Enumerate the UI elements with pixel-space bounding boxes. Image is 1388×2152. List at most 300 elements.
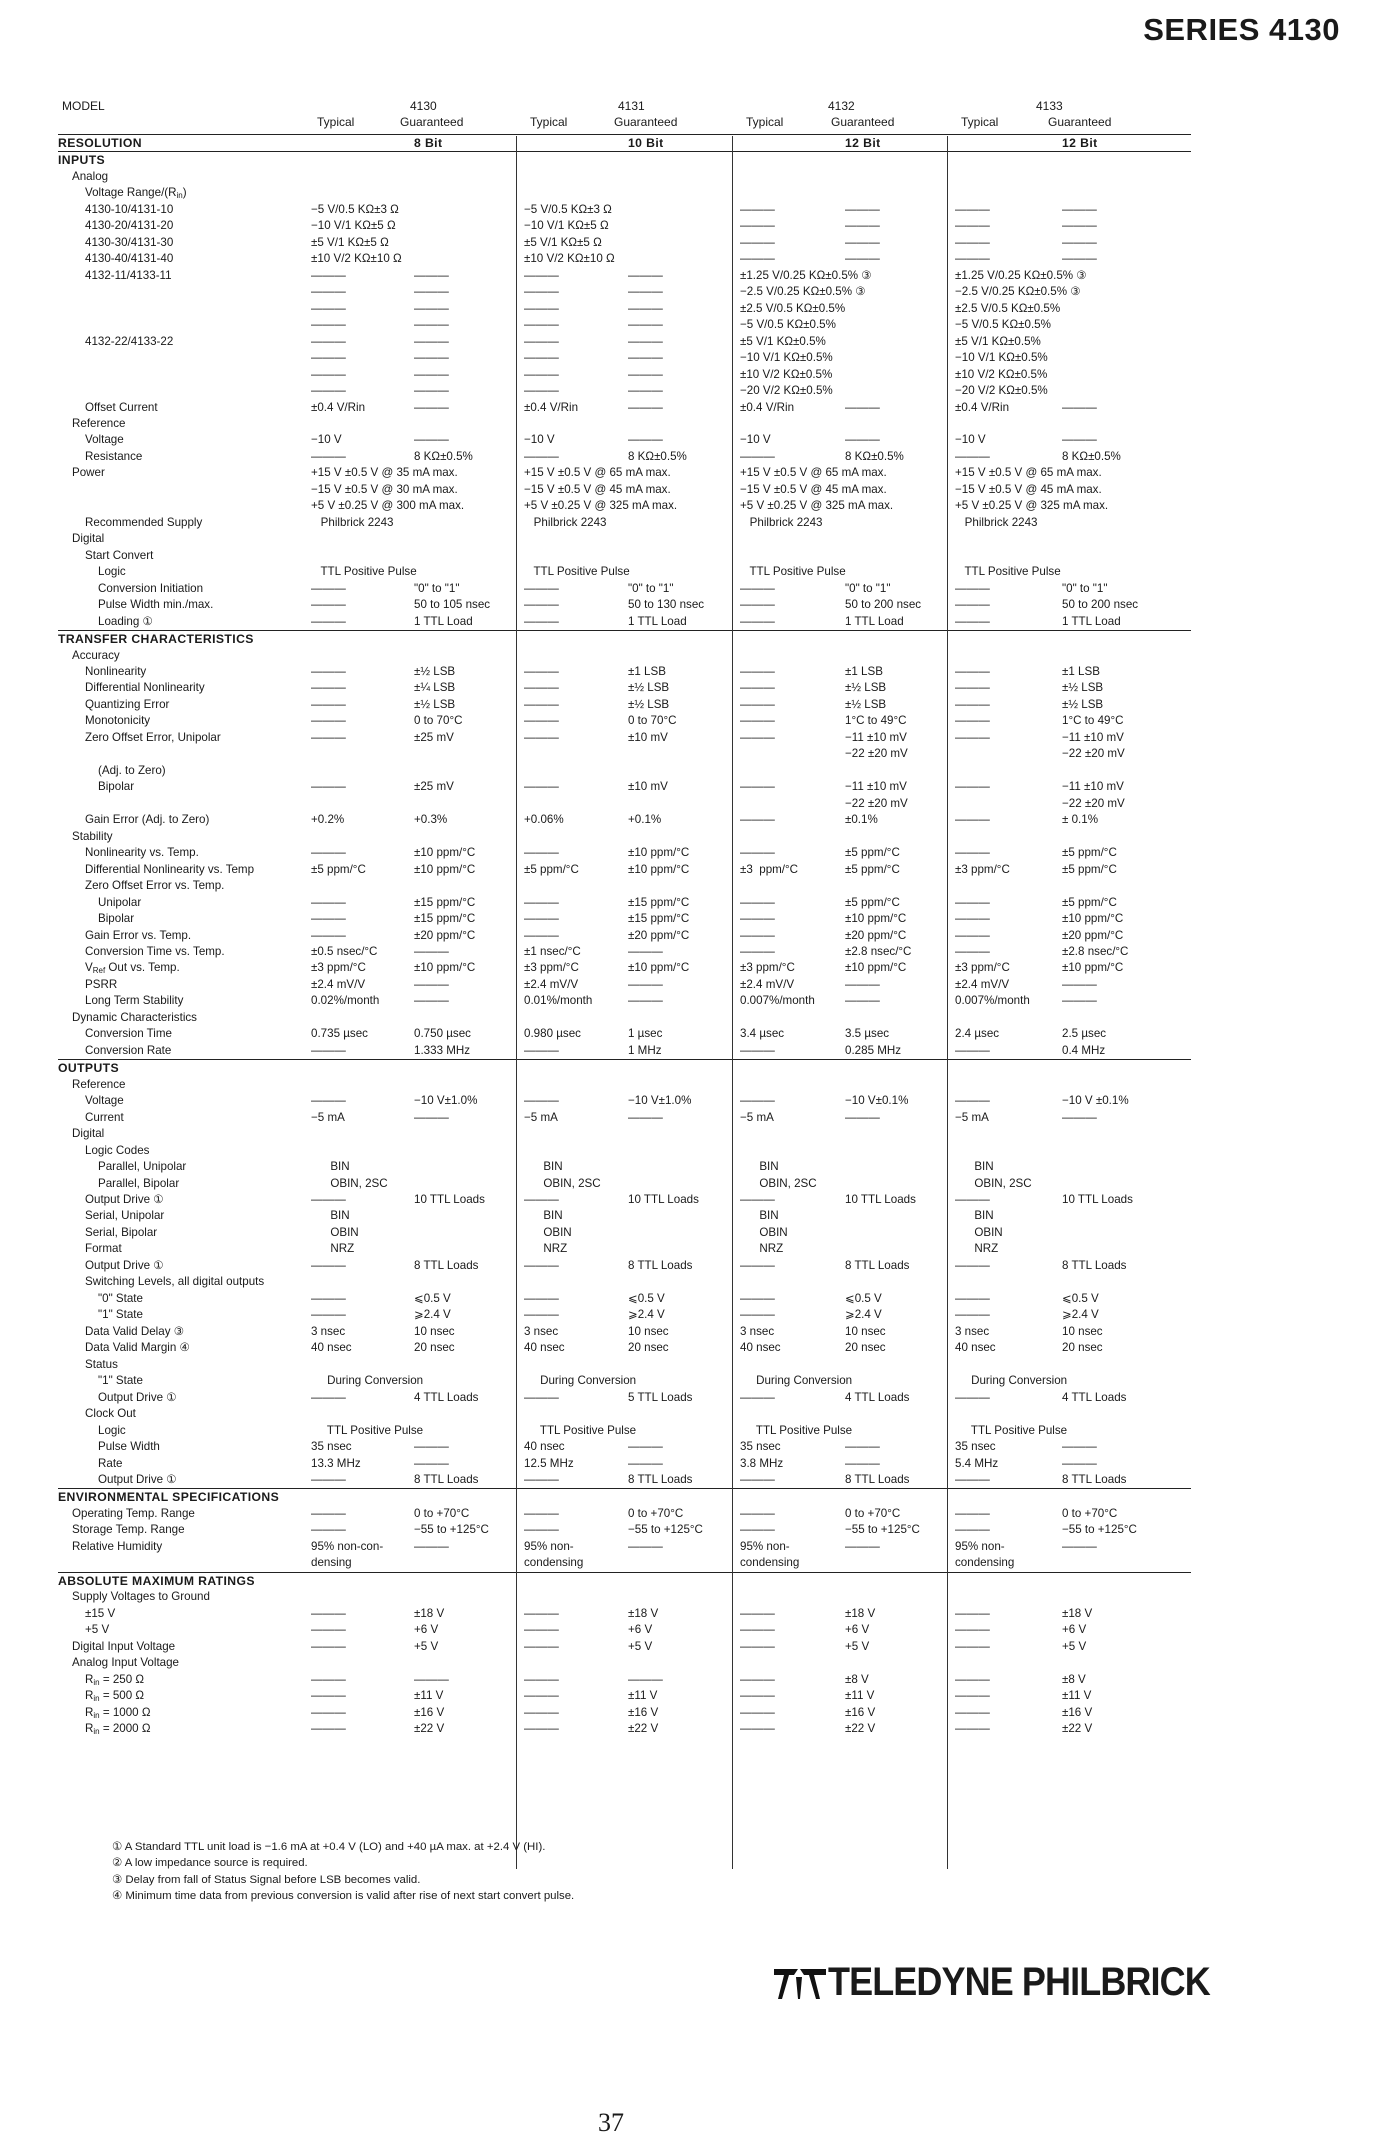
- table-cell: 0 to +70°C: [628, 1506, 684, 1520]
- table-cell: ———: [311, 1308, 346, 1322]
- table-row: [58, 1258, 1191, 1274]
- table-row: [58, 1010, 1191, 1026]
- table-header: [58, 98, 1191, 135]
- table-cell: ———: [955, 1258, 990, 1272]
- table-cell: ———: [845, 400, 880, 414]
- table-cell: ±0.1%: [845, 813, 878, 827]
- table-cell: ———: [414, 977, 449, 991]
- table-cell: BIN: [955, 1160, 994, 1174]
- table-row: [58, 1539, 1191, 1555]
- table-cell: ⩽0.5 V: [845, 1291, 882, 1305]
- table-cell: 8 KΩ±0.5%: [414, 449, 473, 463]
- table-cell: ———: [311, 1672, 346, 1686]
- table-cell: ±2.5 V/0.5 KΩ±0.5%: [955, 301, 1061, 315]
- table-cell: ———: [845, 977, 880, 991]
- table-cell: condensing: [740, 1556, 800, 1570]
- table-cell: +15 V ±0.5 V @ 65 mA max.: [740, 466, 887, 480]
- table-row: [58, 383, 1191, 399]
- table-row: [58, 202, 1191, 218]
- table-cell: ———: [311, 714, 346, 728]
- table-cell: 1 µsec: [628, 1027, 663, 1041]
- table-cell: ———: [414, 1456, 449, 1470]
- table-row: [58, 1043, 1191, 1059]
- table-cell: 8 KΩ±0.5%: [845, 449, 904, 463]
- row-label: Conversion Time: [85, 1027, 172, 1041]
- typical-header: Typical: [530, 115, 568, 129]
- table-cell: ———: [955, 1523, 990, 1537]
- table-cell: 0.735 µsec: [311, 1027, 368, 1041]
- table-row: [58, 1110, 1191, 1126]
- row-label: 4132-22/4133-22: [85, 334, 174, 348]
- table-row: [58, 531, 1191, 547]
- table-cell: ———: [311, 318, 346, 332]
- table-cell: ———: [1062, 1440, 1097, 1454]
- table-cell: 95% non-: [955, 1539, 1005, 1553]
- table-cell: 0.285 MHz: [845, 1043, 902, 1057]
- table-cell: 95% non-con-: [311, 1539, 384, 1553]
- table-cell: ———: [740, 1291, 775, 1305]
- table-cell: −10 V ±0.1%: [1062, 1094, 1129, 1108]
- row-label: Parallel, Unipolar: [98, 1160, 187, 1174]
- table-cell: NRZ: [955, 1242, 999, 1256]
- table-cell: +0.1%: [628, 813, 662, 827]
- row-label: Status: [85, 1357, 118, 1371]
- table-cell: ———: [955, 944, 990, 958]
- table-cell: ±3 ppm/°C: [955, 862, 1010, 876]
- footnote-1: ① A Standard TTL unit load is −1.6 mA at +0.4 V (LO) and +40 µA max. at +2.4 V (HI).: [112, 1841, 546, 1853]
- table-cell: ⩽0.5 V: [414, 1291, 451, 1305]
- table-cell: ———: [955, 780, 990, 794]
- table-cell: ———: [311, 895, 346, 909]
- table-cell: ±10 V/2 KΩ±0.5%: [740, 367, 833, 381]
- table-cell: ———: [311, 1606, 346, 1620]
- table-cell: ———: [311, 1193, 346, 1206]
- table-row: [58, 796, 1191, 812]
- row-label: Logic: [98, 565, 126, 579]
- table-cell: ———: [524, 1308, 559, 1322]
- table-cell: 10 nsec: [1062, 1324, 1103, 1338]
- table-cell: ———: [740, 944, 775, 958]
- table-cell: ±16 V: [845, 1705, 876, 1719]
- table-cell: ———: [955, 928, 990, 942]
- table-row: [58, 1143, 1191, 1159]
- table-cell: 20 nsec: [1062, 1341, 1103, 1355]
- table-cell: 10 nsec: [414, 1324, 455, 1338]
- table-cell: Philbrick 2243: [524, 515, 607, 529]
- table-cell: ———: [740, 1523, 775, 1537]
- table-cell: ———: [1062, 400, 1097, 414]
- table-cell: BIN: [740, 1209, 779, 1223]
- table-cell: 35 nsec: [740, 1440, 781, 1454]
- table-cell: ±10 ppm/°C: [414, 862, 476, 876]
- table-cell: −2.5 V/0.25 KΩ±0.5% ③: [740, 285, 866, 299]
- table-cell: ±5 ppm/°C: [1062, 846, 1117, 860]
- table-cell: ±25 mV: [414, 730, 454, 744]
- table-cell: ———: [740, 235, 775, 249]
- table-cell: +6 V: [414, 1623, 439, 1637]
- row-label: Storage Temp. Range: [72, 1523, 185, 1537]
- table-cell: 8 TTL Loads: [414, 1472, 479, 1486]
- table-cell: −10 V/1 KΩ±0.5%: [955, 351, 1048, 365]
- teledyne-logo-icon: [772, 1963, 828, 2003]
- table-row: [58, 1026, 1191, 1042]
- table-cell: ———: [311, 285, 346, 299]
- table-row: [58, 697, 1191, 713]
- table-cell: −11 ±10 mV: [1062, 730, 1124, 744]
- table-cell: ±8 V: [1062, 1672, 1086, 1686]
- table-cell: −5 V/0.5 KΩ±0.5%: [740, 318, 836, 332]
- table-cell: +5 V: [628, 1639, 653, 1653]
- table-cell: ———: [628, 285, 663, 299]
- table-row: [58, 1589, 1191, 1605]
- table-cell: ±2.8 nsec/°C: [845, 944, 912, 958]
- table-cell: ±5 ppm/°C: [1062, 862, 1117, 876]
- table-cell: ±½ LSB: [1062, 697, 1104, 711]
- table-cell: 10 TTL Loads: [1062, 1193, 1133, 1206]
- table-row: [58, 1423, 1191, 1439]
- table-row: [58, 515, 1191, 531]
- row-label: Zero Offset Error vs. Temp.: [85, 879, 225, 893]
- table-cell: ———: [524, 367, 559, 381]
- table-cell: ———: [524, 614, 559, 628]
- table-cell: 12 Bit: [1062, 136, 1098, 150]
- table-cell: ±25 mV: [414, 780, 454, 794]
- table-cell: ———: [955, 581, 990, 595]
- table-cell: ———: [311, 301, 346, 315]
- table-cell: TTL Positive Pulse: [955, 1423, 1068, 1437]
- table-row: [58, 498, 1191, 514]
- table-cell: ———: [524, 334, 559, 348]
- table-cell: ———: [740, 697, 775, 711]
- table-cell: 0.01%/month: [524, 994, 593, 1008]
- table-cell: ———: [524, 581, 559, 595]
- row-label: Offset Current: [85, 400, 158, 414]
- table-cell: ±5 V/1 KΩ±5 Ω: [524, 235, 602, 249]
- table-cell: −11 ±10 mV: [845, 730, 907, 744]
- table-cell: ±11 V: [628, 1689, 658, 1703]
- table-row: [58, 680, 1191, 696]
- table-cell: ———: [740, 1623, 775, 1637]
- table-cell: ———: [740, 1672, 775, 1686]
- table-cell: ±3 ppm/°C: [740, 961, 795, 975]
- table-row: [58, 218, 1191, 234]
- table-cell: ±2.4 mV/V: [955, 977, 1010, 991]
- table-cell: ———: [1062, 1456, 1097, 1470]
- table-row: [58, 614, 1191, 630]
- table-cell: ±0.4 V/Rin: [740, 400, 795, 414]
- table-cell: 10 nsec: [845, 1324, 886, 1338]
- table-cell: ±22 V: [414, 1722, 445, 1735]
- table-cell: 5.4 MHz: [955, 1456, 999, 1470]
- table-cell: ———: [1062, 252, 1097, 266]
- table-row: [58, 235, 1191, 251]
- table-cell: ———: [740, 895, 775, 909]
- table-cell: 40 nsec: [524, 1341, 565, 1355]
- table-cell: ———: [311, 912, 346, 926]
- table-cell: −55 to +125°C: [628, 1523, 703, 1537]
- table-cell: ±3 ppm/°C: [740, 862, 799, 876]
- table-row: [58, 713, 1191, 729]
- row-label: Rate: [98, 1456, 123, 1470]
- table-row: [58, 878, 1191, 894]
- row-label: Long Term Stability: [85, 994, 184, 1008]
- table-cell: "0" to "1": [845, 581, 891, 595]
- table-cell: +0.06%: [524, 813, 564, 827]
- table-cell: ———: [524, 681, 559, 695]
- table-row: [58, 597, 1191, 613]
- table-cell: 1 MHz: [628, 1043, 662, 1057]
- table-cell: +5 V: [845, 1639, 870, 1653]
- table-cell: ± 0.1%: [1062, 813, 1099, 827]
- table-cell: ———: [628, 1672, 663, 1686]
- table-cell: ———: [524, 384, 559, 398]
- table-cell: 8 KΩ±0.5%: [1062, 449, 1121, 463]
- table-cell: BIN: [311, 1209, 350, 1223]
- table-cell: ———: [1062, 235, 1097, 249]
- table-cell: ———: [740, 780, 775, 794]
- table-row: [58, 911, 1191, 927]
- table-row: [58, 730, 1191, 746]
- table-cell: ———: [524, 1523, 559, 1537]
- table-row: [58, 1225, 1191, 1241]
- table-cell: ———: [955, 235, 990, 249]
- table-row: [58, 301, 1191, 317]
- row-label: Voltage Range/$(R_{in})$: [85, 186, 187, 201]
- table-row: [58, 268, 1191, 284]
- table-cell: 10 TTL Loads: [628, 1193, 699, 1206]
- table-cell: ±16 V: [1062, 1705, 1093, 1719]
- table-cell: 4 TTL Loads: [414, 1390, 479, 1404]
- table-cell: ———: [414, 400, 449, 414]
- table-cell: ———: [740, 730, 775, 744]
- table-row: [58, 1176, 1191, 1192]
- table-cell: NRZ: [311, 1242, 355, 1256]
- table-cell: ———: [1062, 1110, 1097, 1124]
- table-cell: 12 Bit: [845, 136, 881, 150]
- row-label: Logic Codes: [85, 1143, 150, 1157]
- model-4130: 4130: [410, 99, 437, 113]
- table-body: [58, 135, 1191, 1737]
- table-cell: ———: [414, 285, 449, 299]
- table-cell: ±10 V/2 KΩ±0.5%: [955, 367, 1048, 381]
- table-cell: ———: [414, 384, 449, 398]
- table-cell: ———: [740, 813, 775, 827]
- table-cell: ———: [311, 697, 346, 711]
- table-cell: ±½ LSB: [628, 697, 670, 711]
- table-cell: ———: [740, 1705, 775, 1719]
- table-cell: ±10 ppm/°C: [414, 961, 476, 975]
- row-label: "0" State: [98, 1291, 143, 1305]
- table-cell: ———: [524, 301, 559, 315]
- row-label: TRANSFER CHARACTERISTICS: [58, 632, 254, 647]
- table-cell: −5 V/0.5 KΩ±3 Ω: [524, 202, 612, 216]
- table-cell: ±1 LSB: [845, 665, 883, 678]
- table-cell: ———: [740, 1308, 775, 1322]
- table-row: [58, 400, 1191, 416]
- table-cell: −5 V/0.5 KΩ±3 Ω: [311, 202, 399, 216]
- table-row: [58, 664, 1191, 680]
- table-cell: 0 to +70°C: [845, 1506, 901, 1520]
- table-cell: ———: [1062, 202, 1097, 216]
- table-cell: +5 V: [414, 1639, 439, 1653]
- table-cell: ———: [845, 235, 880, 249]
- table-row: [58, 1126, 1191, 1142]
- table-cell: −15 V ±0.5 V @ 45 mA max.: [524, 482, 671, 496]
- row-label: Power: [72, 466, 105, 480]
- table-cell: 3.5 µsec: [845, 1027, 890, 1041]
- row-label: ABSOLUTE MAXIMUM RATINGS: [58, 1573, 255, 1588]
- table-cell: ±5 ppm/°C: [524, 862, 579, 876]
- table-cell: −5 mA: [524, 1110, 558, 1124]
- table-cell: 3 nsec: [740, 1324, 775, 1338]
- table-cell: ⩾2.4 V: [845, 1308, 882, 1322]
- table-row: [58, 1291, 1191, 1307]
- table-cell: 50 to 200 nsec: [845, 598, 922, 612]
- table-cell: During Conversion: [740, 1374, 853, 1388]
- row-label: Switching Levels, all digital outputs: [85, 1275, 265, 1289]
- table-cell: ±20 ppm/°C: [414, 928, 476, 942]
- table-cell: −55 to +125°C: [414, 1523, 489, 1537]
- row-label: Serial, Unipolar: [85, 1209, 165, 1223]
- row-label: (Adj. to Zero): [98, 763, 166, 777]
- table-row: [58, 465, 1191, 481]
- table-cell: BIN: [524, 1209, 563, 1223]
- row-label: Loading ①: [98, 614, 153, 628]
- row-label: Digital: [72, 1127, 105, 1141]
- table-cell: 10 TTL Loads: [845, 1193, 916, 1206]
- table-cell: ———: [955, 1094, 990, 1108]
- table-row: [58, 928, 1191, 944]
- table-row: [58, 1655, 1191, 1671]
- table-cell: ———: [628, 1110, 663, 1124]
- table-cell: ———: [955, 1722, 990, 1735]
- table-row: [58, 432, 1191, 448]
- table-cell: 13.3 MHz: [311, 1456, 361, 1470]
- series-title: SERIES 4130: [1143, 12, 1340, 47]
- table-cell: ———: [628, 977, 663, 991]
- table-cell: 0.980 µsec: [524, 1027, 581, 1041]
- table-cell: ———: [845, 1456, 880, 1470]
- table-cell: 20 nsec: [845, 1341, 886, 1355]
- table-cell: ———: [628, 318, 663, 332]
- table-row: [58, 960, 1191, 976]
- table-cell: +6 V: [1062, 1623, 1087, 1637]
- table-row: [58, 812, 1191, 828]
- table-cell: 1 TTL Load: [628, 614, 687, 628]
- table-cell: ±½ LSB: [845, 681, 887, 695]
- guaranteed-header: Guaranteed: [831, 115, 895, 129]
- table-row: [58, 779, 1191, 795]
- table-cell: ———: [311, 334, 346, 348]
- table-cell: ———: [524, 1472, 559, 1486]
- table-cell: ———: [955, 1390, 990, 1404]
- table-cell: ———: [311, 665, 346, 678]
- table-cell: OBIN: [955, 1225, 1003, 1239]
- table-cell: ±16 V: [414, 1705, 445, 1719]
- row-label: Nonlinearity vs. Temp.: [85, 846, 199, 860]
- table-cell: ———: [524, 912, 559, 926]
- table-cell: ———: [524, 1606, 559, 1620]
- table-cell: ———: [955, 1308, 990, 1322]
- table-cell: OBIN: [524, 1225, 572, 1239]
- table-cell: ———: [414, 1672, 449, 1686]
- table-cell: −55 to +125°C: [845, 1523, 920, 1537]
- row-label: Nonlinearity: [85, 665, 147, 678]
- table-cell: 3.8 MHz: [740, 1456, 784, 1470]
- table-cell: 10 nsec: [628, 1324, 669, 1338]
- table-cell: ±15 ppm/°C: [628, 912, 690, 926]
- table-cell: ±15 ppm/°C: [414, 895, 476, 909]
- table-row: [58, 1672, 1191, 1688]
- table-cell: 8 TTL Loads: [1062, 1258, 1127, 1272]
- table-cell: ———: [414, 433, 449, 447]
- table-cell: ———: [740, 928, 775, 942]
- table-cell: ———: [524, 1193, 559, 1206]
- table-cell: ±20 ppm/°C: [628, 928, 690, 942]
- table-cell: ±5 V/1 KΩ±0.5%: [740, 334, 826, 348]
- table-cell: ±½ LSB: [1062, 681, 1104, 695]
- row-label: Unipolar: [98, 895, 142, 909]
- table-cell: 35 nsec: [955, 1440, 996, 1454]
- table-cell: ———: [955, 1623, 990, 1637]
- table-cell: ———: [740, 846, 775, 860]
- table-cell: TTL Positive Pulse: [955, 565, 1061, 579]
- footnote-4: ④ Minimum time data from previous conversion is valid after rise of next start convert pulse.: [112, 1890, 575, 1903]
- table-cell: ———: [628, 1440, 663, 1454]
- table-cell: ———: [740, 581, 775, 595]
- typical-header: Typical: [317, 115, 355, 129]
- table-cell: −10 V/1 KΩ±5 Ω: [524, 219, 609, 233]
- table-cell: ±10 ppm/°C: [1062, 912, 1124, 926]
- table-cell: Philbrick 2243: [311, 515, 394, 529]
- table-cell: ±½ LSB: [414, 665, 456, 678]
- table-cell: ±10 ppm/°C: [845, 961, 907, 975]
- table-cell: 8 TTL Loads: [628, 1472, 693, 1486]
- table-cell: ———: [311, 928, 346, 942]
- table-cell: −10 V: [955, 433, 986, 447]
- table-cell: 3.4 µsec: [740, 1027, 785, 1041]
- table-cell: ———: [311, 1472, 346, 1486]
- table-cell: ±10 V/2 KΩ±10 Ω: [524, 252, 615, 266]
- table-cell: ———: [524, 1258, 559, 1272]
- table-cell: ———: [414, 334, 449, 348]
- table-cell: ———: [311, 1705, 346, 1719]
- table-cell: ———: [524, 318, 559, 332]
- table-cell: 0.007%/month: [955, 994, 1030, 1008]
- table-cell: ———: [311, 1689, 346, 1703]
- table-cell: ———: [955, 895, 990, 909]
- table-cell: ±10 ppm/°C: [1062, 961, 1124, 975]
- table-cell: ±20 ppm/°C: [845, 928, 907, 942]
- row-label: Recommended Supply: [85, 515, 203, 529]
- table-cell: 0 to 70°C: [414, 714, 463, 728]
- row-label: Reference: [72, 1077, 126, 1091]
- table-cell: ———: [740, 1193, 775, 1206]
- row-label: Zero Offset Error, Unipolar: [85, 730, 221, 744]
- table-cell: ⩽0.5 V: [1062, 1291, 1099, 1305]
- table-cell: ±½ LSB: [628, 681, 670, 695]
- table-cell: ±18 V: [1062, 1606, 1093, 1620]
- table-cell: +5 V ±0.25 V @ 325 mA max.: [524, 499, 678, 513]
- row-label: Conversion Time vs. Temp.: [85, 944, 225, 958]
- table-cell: ±10 mV: [628, 780, 668, 794]
- table-cell: ———: [740, 449, 775, 463]
- table-cell: ±3 ppm/°C: [524, 961, 579, 975]
- table-cell: ———: [311, 581, 346, 595]
- table-cell: −10 V±1.0%: [414, 1094, 478, 1108]
- brand-name: TELEDYNE PHILBRICK: [828, 1960, 1210, 2004]
- table-cell: ———: [628, 944, 663, 958]
